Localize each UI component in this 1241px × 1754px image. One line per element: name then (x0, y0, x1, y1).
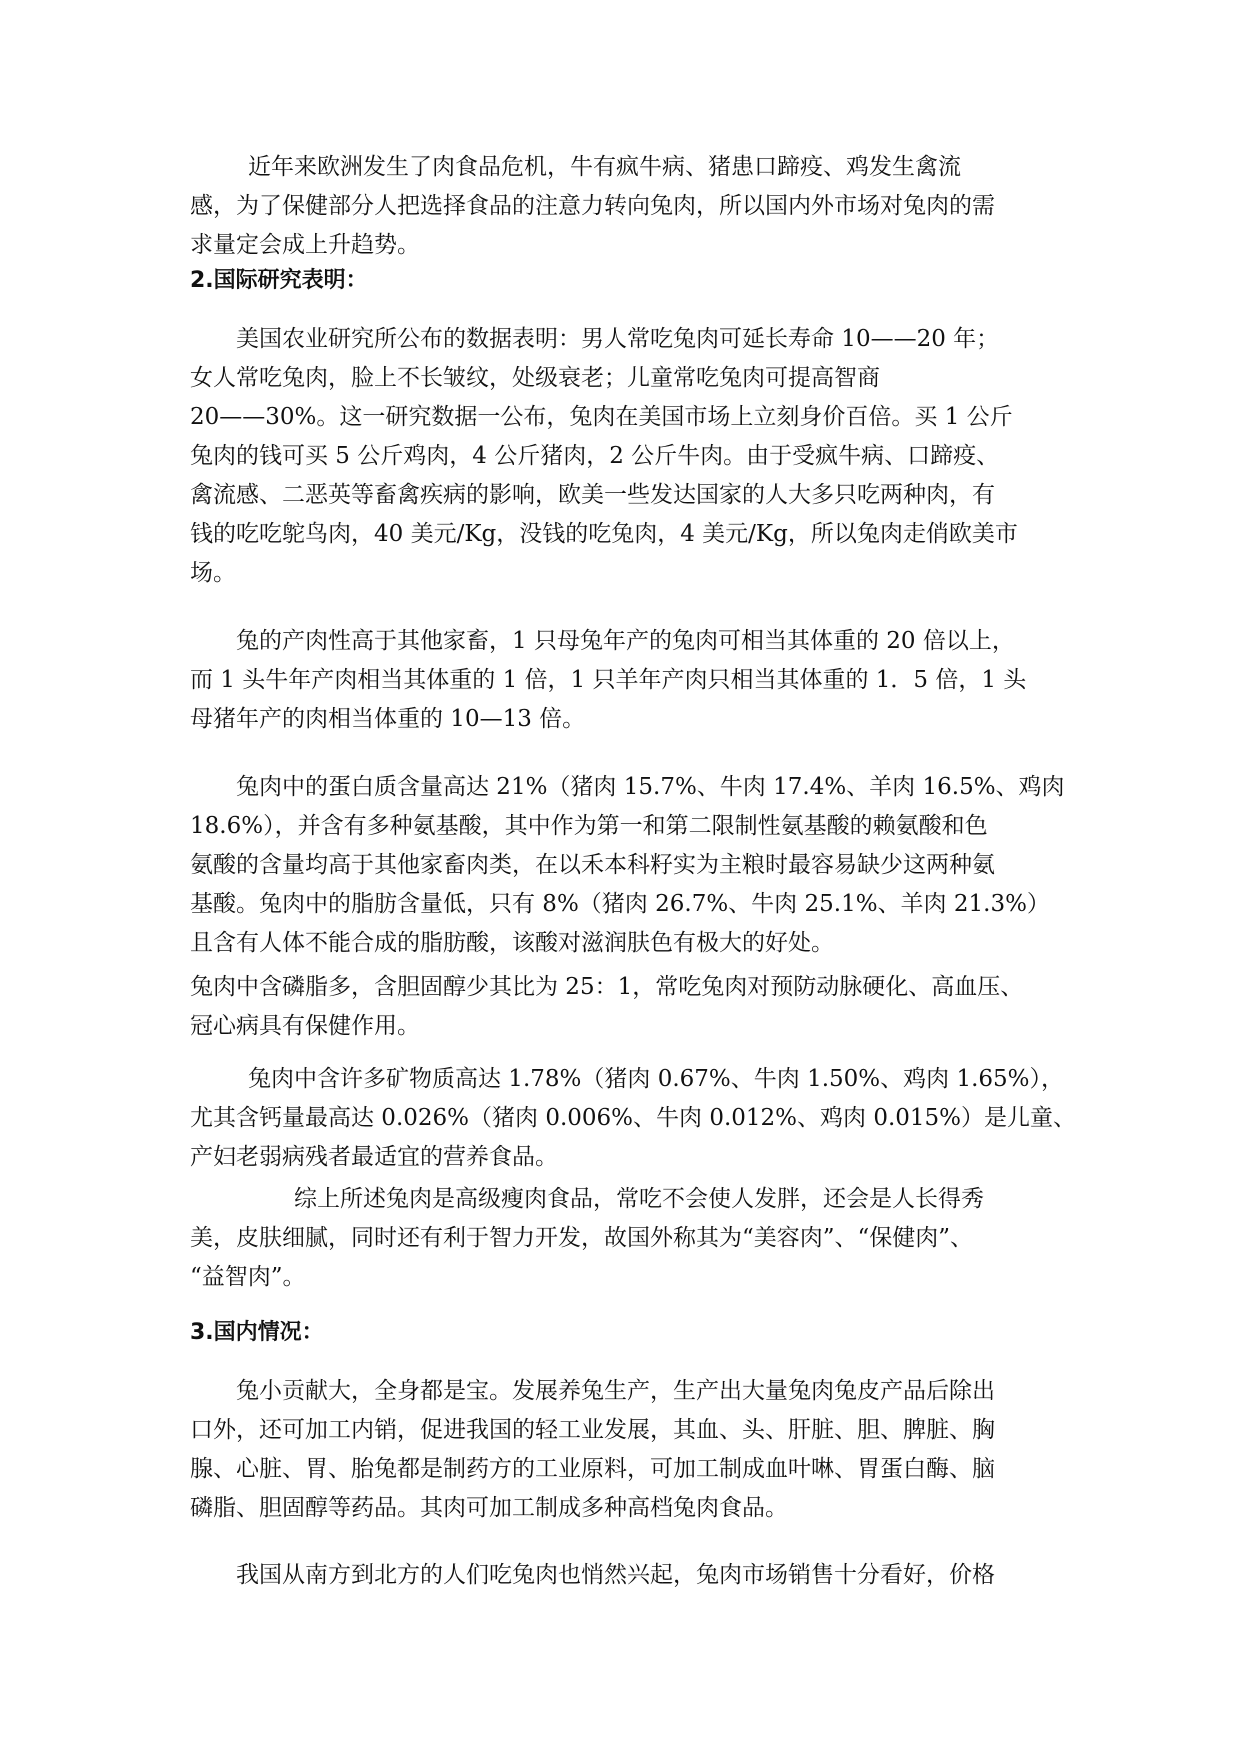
text-line: 感，为了保健部分人把选择食品的注意力转向兔肉，所以国内外市场对兔肉的需 (190, 193, 995, 219)
text-line: 兔肉中的蛋白质含量高达 21%（猪肉 15.7%、牛肉 17.4%、羊肉 16.5%、鸡肉 (236, 774, 1065, 800)
text-line: 钱的吃吃鸵鸟肉，40 美元/Kg，没钱的吃兔肉，4 美元/Kg，所以兔肉走俏欧美市 (190, 521, 1018, 547)
section-heading-domestic-situation: 3.国内情况： (190, 1320, 324, 1345)
paragraph-domestic-market (190, 1556, 1050, 1595)
text-line: 产妇老弱病残者最适宜的营养食品。 (190, 1144, 558, 1170)
text-line: 求量定会成上升趋势。 (190, 232, 420, 258)
text-line: 尤其含钙量最高达 0.026%（猪肉 0.006%、牛肉 0.012%、鸡肉 0.015%）是儿童、 (190, 1105, 1077, 1131)
paragraph-meat-crisis (190, 148, 1050, 265)
text-line: 而 1 头牛年产肉相当其体重的 1 倍，1 只羊年产肉只相当其体重的 1．5 倍，1 头 (190, 667, 1027, 693)
text-line: 且含有人体不能合成的脂肪酸，该酸对滋润肤色有极大的好处。 (190, 930, 834, 956)
paragraph-phospholipid (190, 968, 1050, 1046)
text-line: 兔的产肉性高于其他家畜，1 只母兔年产的兔肉可相当其体重的 20 倍以上， (236, 628, 1015, 654)
text-line: 基酸。兔肉中的脂肪含量低，只有 8%（猪肉 26.7%、牛肉 25.1%、羊肉 21.3%） (190, 891, 1050, 917)
text-line: 口外，还可加工内销，促进我国的轻工业发展，其血、头、肝脏、胆、脾脏、胸 (190, 1417, 995, 1443)
text-line: 腺、心脏、胃、胎兔都是制药方的工业原料，可加工制成血叶啉、胃蛋白酶、脑 (190, 1456, 995, 1482)
text-line: 禽流感、二恶英等畜禽疾病的影响，欧美一些发达国家的人大多只吃两种肉，有 (190, 482, 995, 508)
paragraph-us-research (190, 320, 1050, 593)
section-heading-international-research: 2.国际研究表明： (190, 268, 368, 293)
text-line: 综上所述兔肉是高级瘦肉食品，常吃不会使人发胖，还会是人长得秀 (294, 1186, 984, 1212)
text-line: 兔肉中含磷脂多，含胆固醇少其比为 25：1，常吃兔肉对预防动脉硬化、高血压、 (190, 974, 1024, 1000)
text-line: 美，皮肤细腻，同时还有利于智力开发，故国外称其为“美容肉”、“保健肉”、 (190, 1225, 974, 1251)
text-line: 兔肉中含许多矿物质高达 1.78%（猪肉 0.67%、牛肉 1.50%、鸡肉 1.65%）， (248, 1066, 1065, 1092)
text-line: 场。 (190, 560, 236, 586)
paragraph-minerals (190, 1060, 1077, 1177)
text-line: 18.6%），并含有多种氨基酸，其中作为第一和第二限制性氨基酸的赖氨酸和色 (190, 813, 988, 839)
text-line: 兔肉的钱可买 5 公斤鸡肉，4 公斤猪肉，2 公斤牛肉。由于受疯牛病、口蹄疫、 (190, 443, 1000, 469)
text-line: 美国农业研究所公布的数据表明：男人常吃兔肉可延长寿命 10——20 年； (236, 326, 1000, 352)
text-line: 冠心病具有保健作用。 (190, 1013, 420, 1039)
text-line: 氨酸的含量均高于其他家畜肉类，在以禾本科籽实为主粮时最容易缺少这两种氨 (190, 852, 995, 878)
paragraph-rabbit-value (190, 1372, 1050, 1528)
paragraph-meat-yield (190, 622, 1050, 739)
text-line: 我国从南方到北方的人们吃兔肉也悄然兴起，兔肉市场销售十分看好，价格 (236, 1562, 995, 1588)
text-line: 近年来欧洲发生了肉食品危机，牛有疯牛病、猪患口蹄疫、鸡发生禽流 (248, 154, 961, 180)
text-line: 女人常吃兔肉，脸上不长皱纹，处级衰老；儿童常吃兔肉可提高智商 (190, 365, 880, 391)
text-line: 兔小贡献大，全身都是宝。发展养兔生产，生产出大量兔肉兔皮产品后除出 (236, 1378, 995, 1404)
text-line: 20——30%。这一研究数据一公布，兔肉在美国市场上立刻身价百倍。买 1 公斤 (190, 404, 1013, 430)
paragraph-protein (190, 768, 1065, 963)
paragraph-summary (190, 1180, 1050, 1297)
text-line: 母猪年产的肉相当体重的 10—13 倍。 (190, 706, 586, 732)
text-line: 磷脂、胆固醇等药品。其肉可加工制成多种高档兔肉食品。 (190, 1495, 788, 1521)
text-line: “益智肉”。 (190, 1264, 306, 1290)
